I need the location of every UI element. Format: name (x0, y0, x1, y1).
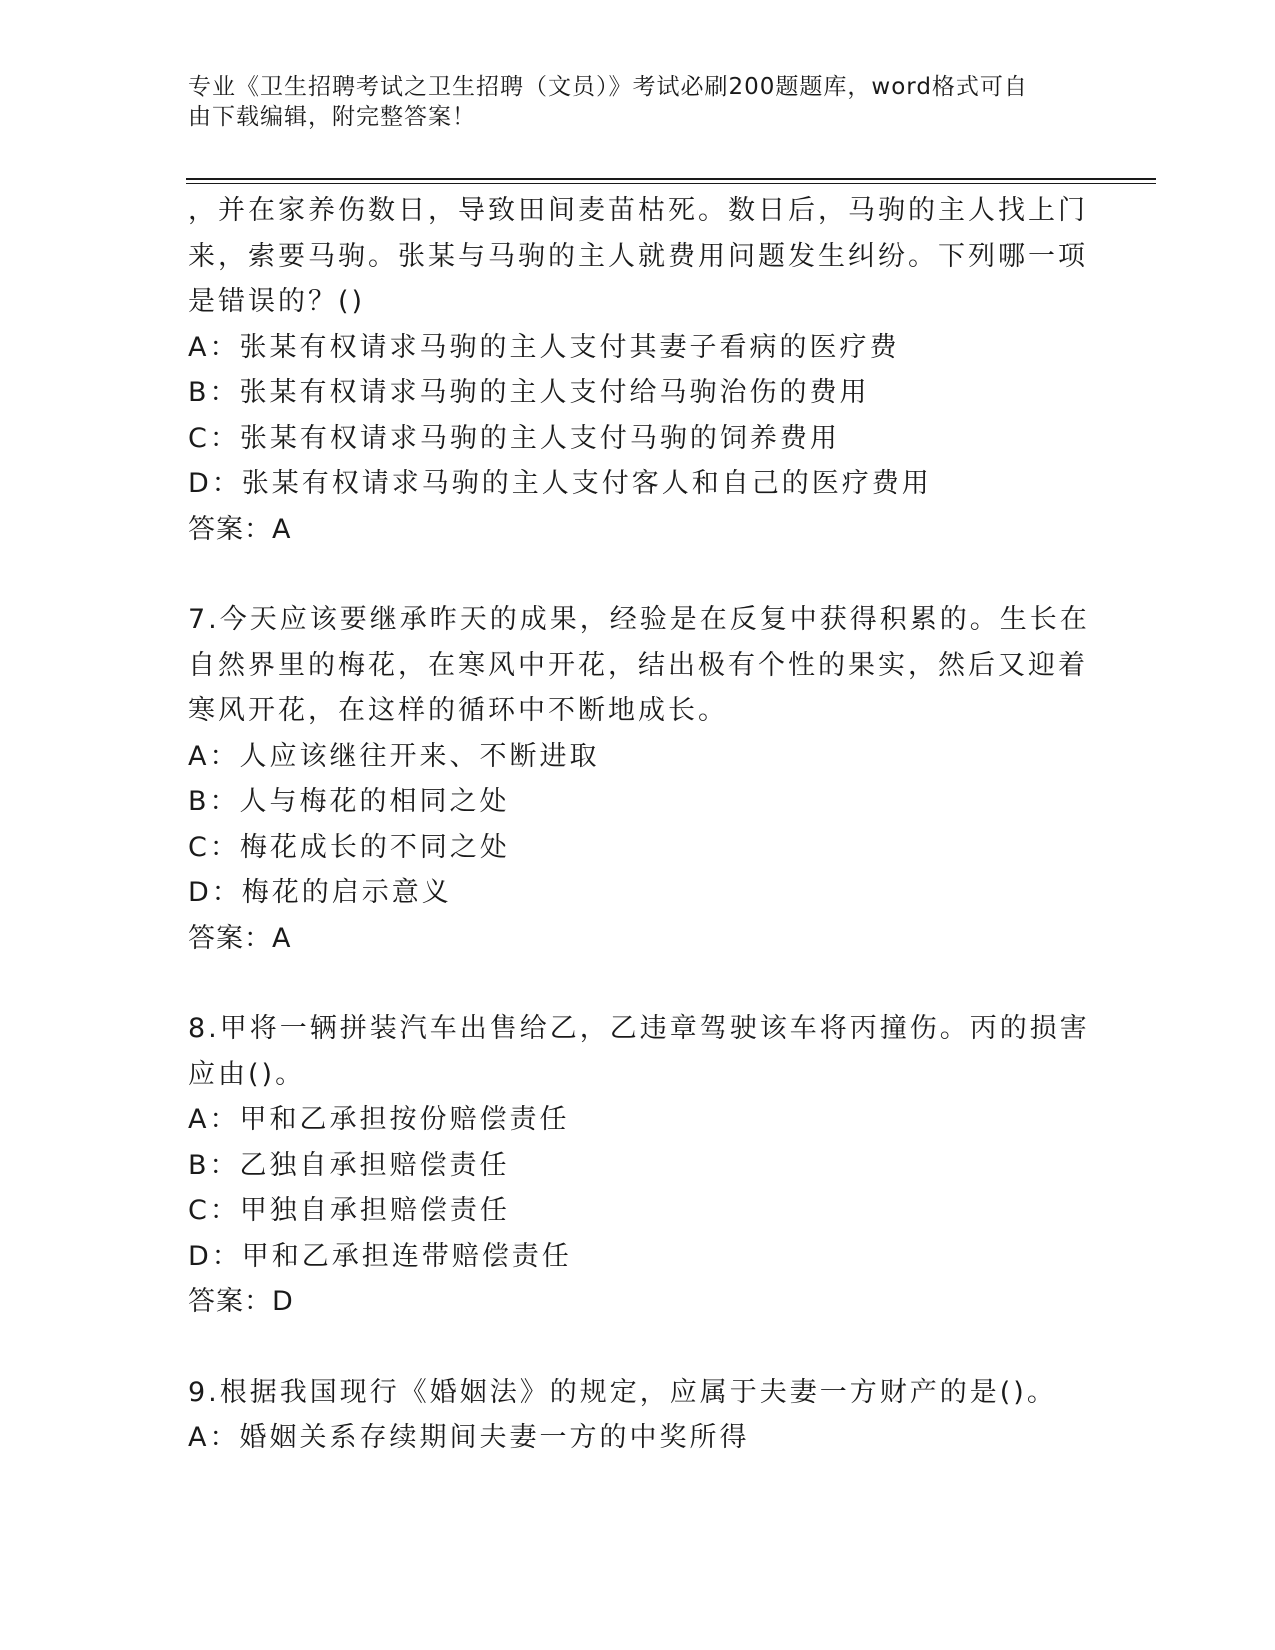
option-c: C：梅花成长的不同之处 (188, 831, 510, 863)
option-b: B：人与梅花的相同之处 (188, 786, 510, 817)
question-9 (188, 1370, 1068, 1461)
option-a: A：婚姻关系存续期间夫妻一方的中奖所得 (188, 1422, 750, 1453)
option-b: B：乙独自承担赔偿责任 (188, 1149, 510, 1181)
answer-label: 答案：A (188, 922, 292, 954)
question-stem-line: 寒风开花，在这样的循环中不断地成长。 (188, 695, 728, 726)
header-divider-thick (186, 178, 1156, 180)
question-stem-line: 来，索要马驹。张某与马驹的主人就费用问题发生纠纷。下列哪一项 (188, 240, 1088, 272)
question-stem-line: 9.根据我国现行《婚姻法》的规定，应属于夫妻一方财产的是()。 (188, 1376, 1057, 1408)
spacer (188, 552, 1068, 597)
question-7 (188, 597, 1090, 961)
option-d: D：梅花的启示意义 (188, 877, 452, 908)
option-d: D：张某有权请求马驹的主人支付客人和自己的医疗费用 (188, 468, 932, 499)
header-line-2: 由下载编辑，附完整答案！ (188, 104, 476, 130)
question-stem-line: 应由()。 (188, 1058, 306, 1090)
option-a: A：张某有权请求马驹的主人支付其妻子看病的医疗费 (188, 331, 900, 363)
page-header (188, 72, 1068, 132)
question-stem-line: 7.今天应该要继承昨天的成果，经验是在反复中获得积累的。生长在 (188, 604, 1090, 635)
option-d: D：甲和乙承担连带赔偿责任 (188, 1240, 572, 1272)
spacer (188, 1325, 1068, 1370)
option-c: C：甲独自承担赔偿责任 (188, 1195, 510, 1226)
question-stem-line: 自然界里的梅花，在寒风中开花，结出极有个性的果实，然后又迎着 (188, 649, 1088, 681)
option-a: A：人应该继往开来、不断进取 (188, 740, 600, 772)
question-stem-line: 是错误的？() (188, 286, 366, 317)
option-a: A：甲和乙承担按份赔偿责任 (188, 1104, 570, 1135)
answer-label: 答案：A (188, 513, 292, 545)
question-list (188, 188, 1090, 1461)
option-b: B：张某有权请求马驹的主人支付给马驹治伤的费用 (188, 377, 870, 408)
header-line-1: 专业《卫生招聘考试之卫生招聘（文员）》考试必刷200题题库，word格式可自 (188, 74, 1028, 100)
option-c: C：张某有权请求马驹的主人支付马驹的饲养费用 (188, 422, 840, 454)
header-divider-thin (186, 183, 1156, 184)
question-stem-line: ，并在家养伤数日，导致田间麦苗枯死。数日后，马驹的主人找上门 (188, 195, 1088, 226)
question-6 (188, 188, 1088, 552)
answer-label: 答案：D (188, 1286, 294, 1317)
question-stem-line: 8.甲将一辆拼装汽车出售给乙，乙违章驾驶该车将丙撞伤。丙的损害 (188, 1013, 1090, 1044)
spacer (188, 961, 1068, 1006)
question-8 (188, 1006, 1090, 1325)
